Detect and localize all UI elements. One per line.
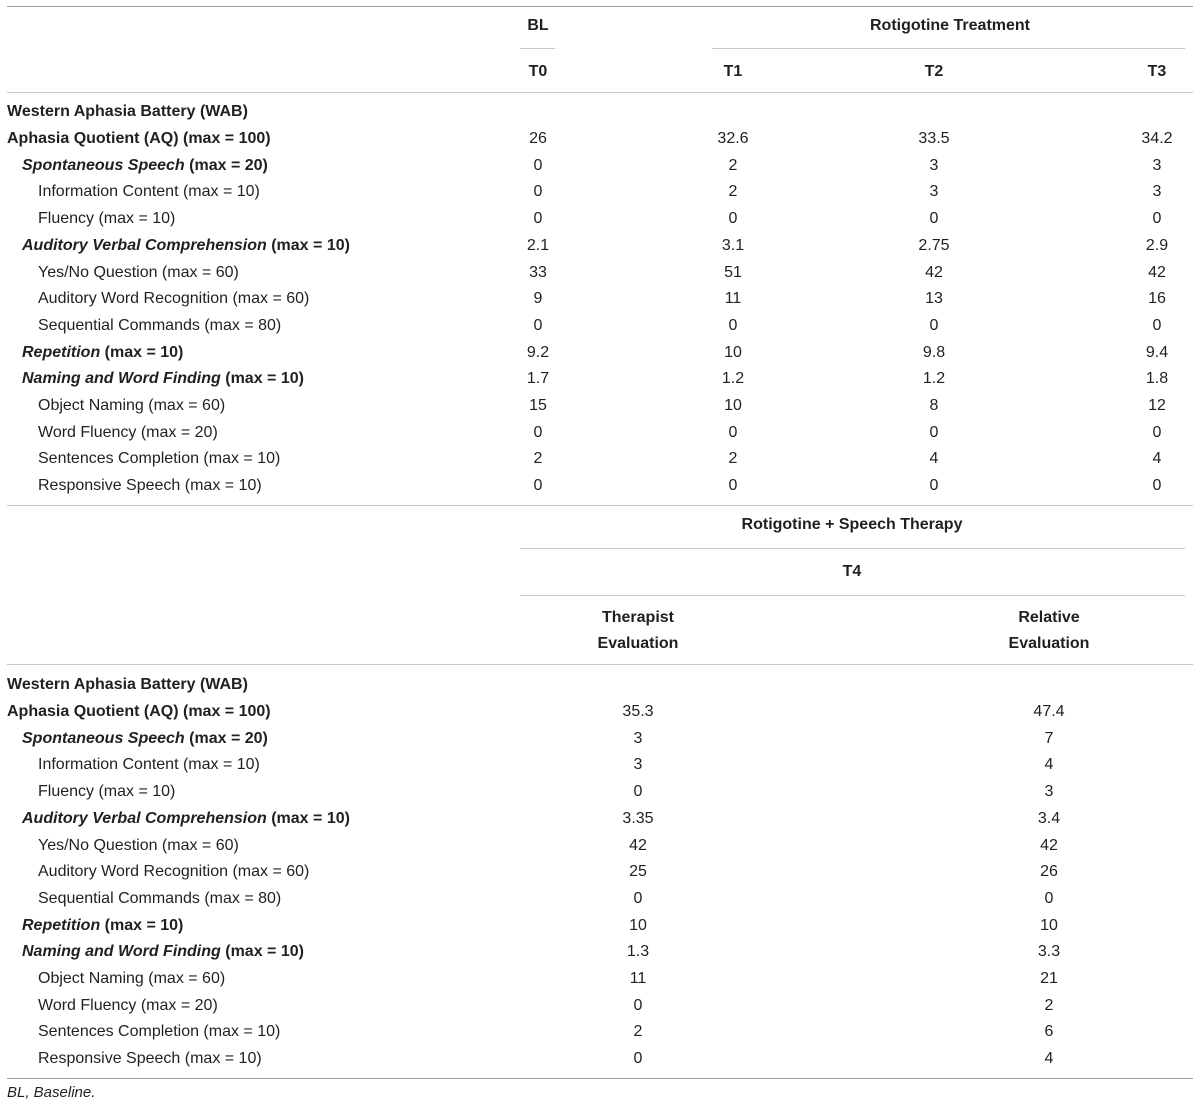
table-cell: 9.4 (1145, 343, 1169, 361)
row-label: Yes/No Question (max = 60) (38, 836, 239, 854)
row-label: Sentences Completion (max = 10) (38, 1023, 281, 1041)
table-cell: 1.2 (922, 370, 946, 388)
table-cell: 2 (533, 450, 543, 468)
table-cell: 0 (533, 183, 543, 201)
table-cell: 16 (1148, 290, 1166, 308)
part2-top-rule (7, 505, 1193, 506)
table-cell: 2 (1044, 996, 1054, 1014)
header-relative-evaluation-line1: Relative (1018, 609, 1080, 626)
table-cell: 26 (529, 130, 547, 147)
row-label (22, 729, 268, 749)
table-cell: 11 (629, 970, 647, 987)
row-label (22, 343, 183, 363)
table-cell: 0 (1044, 889, 1054, 907)
table-cell: 6 (1044, 1023, 1054, 1041)
row-label: Sentences Completion (max = 10) (38, 450, 281, 468)
header-relative-evaluation-line2: Evaluation (1008, 635, 1090, 652)
table-cell: 3 (633, 756, 643, 774)
table-cell: 3.4 (1037, 809, 1061, 827)
row-label-max: (max = 10) (220, 370, 304, 388)
row-label-italic: Spontaneous Speech (22, 156, 185, 174)
top-rule (7, 6, 1193, 7)
table-cell: 0 (533, 156, 543, 174)
row-label-max: (max = 10) (266, 809, 350, 827)
row-label (22, 916, 183, 936)
row-label: Object Naming (max = 60) (38, 970, 226, 987)
header-t4: T4 (842, 563, 862, 580)
table-cell: 1.7 (526, 370, 550, 388)
table-cell: 10 (724, 397, 742, 414)
table-cell: 4 (1152, 450, 1162, 468)
row-label-italic: Repetition (22, 343, 101, 361)
table-cell: 2 (633, 1023, 643, 1041)
table-cell: 3 (1044, 783, 1054, 801)
table-cell: 42 (1148, 263, 1166, 281)
header-t2: T2 (924, 63, 944, 80)
row-label: Fluency (max = 10) (38, 783, 176, 801)
row-label (22, 369, 304, 389)
table-cell: 33 (529, 263, 547, 281)
row-label-max: (max = 20) (184, 156, 268, 174)
row-label: Word Fluency (max = 20) (38, 423, 218, 441)
bl-underline (520, 48, 555, 49)
table-cell: 25 (629, 863, 647, 881)
table-cell: 3 (929, 183, 939, 201)
table-cell: 0 (1152, 477, 1162, 495)
row-label: Word Fluency (max = 20) (38, 996, 218, 1014)
table-cell: 0 (1152, 316, 1162, 334)
row-label: Aphasia Quotient (AQ) (max = 100) (7, 703, 271, 720)
table-cell: 0 (533, 477, 543, 495)
section-title: Western Aphasia Battery (WAB) (7, 103, 248, 120)
table-cell: 33.5 (918, 130, 950, 147)
table-cell: 3.35 (622, 809, 654, 827)
table-cell: 42 (1040, 836, 1058, 854)
row-label-max: (max = 10) (266, 236, 350, 254)
table-cell: 4 (929, 450, 939, 468)
row-label: Yes/No Question (max = 60) (38, 263, 239, 281)
table-cell: 10 (1040, 916, 1058, 934)
table-cell: 13 (925, 290, 943, 308)
table-cell: 9.8 (922, 343, 946, 361)
row-label: Sequential Commands (max = 80) (38, 889, 282, 907)
table-cell: 2.1 (526, 236, 550, 254)
row-label: Information Content (max = 10) (38, 756, 260, 774)
row-label: Auditory Word Recognition (max = 60) (38, 863, 310, 881)
table-cell: 34.2 (1141, 130, 1173, 147)
table-cell: 3.3 (1037, 943, 1061, 961)
row-label (22, 942, 304, 962)
table-cell: 0 (728, 316, 738, 334)
table-cell: 0 (533, 423, 543, 441)
row-label: Fluency (max = 10) (38, 210, 176, 228)
row-label (22, 809, 350, 829)
row-label: Sequential Commands (max = 80) (38, 316, 282, 334)
row-label: Object Naming (max = 60) (38, 397, 226, 414)
table-cell: 1.3 (626, 943, 650, 961)
table-cell: 10 (629, 916, 647, 934)
group-underline (520, 548, 1185, 549)
row-label: Information Content (max = 10) (38, 183, 260, 201)
row-label-italic: Repetition (22, 916, 101, 934)
table-cell: 21 (1040, 970, 1058, 987)
row-label-italic: Auditory Verbal Comprehension (22, 809, 267, 827)
table-cell: 2.9 (1145, 236, 1169, 254)
table-cell: 0 (633, 1050, 643, 1068)
table-cell: 11 (724, 290, 742, 308)
bottom-rule (7, 1078, 1193, 1079)
table-cell: 32.6 (717, 130, 749, 147)
table-cell: 4 (1044, 1050, 1054, 1068)
table-cell: 1.8 (1145, 370, 1169, 388)
row-label: Auditory Word Recognition (max = 60) (38, 290, 310, 308)
header-rotigotine-treatment: Rotigotine Treatment (869, 17, 1030, 34)
table-cell: 35.3 (622, 703, 654, 720)
table-cell: 0 (929, 316, 939, 334)
table-cell: 3 (633, 729, 643, 747)
table-cell: 8 (929, 397, 939, 414)
table-cell: 0 (533, 316, 543, 334)
table-cell: 0 (633, 996, 643, 1014)
table-cell: 1.2 (721, 370, 745, 388)
table-cell: 26 (1040, 863, 1058, 881)
row-label-italic: Spontaneous Speech (22, 729, 185, 747)
table-cell: 0 (533, 210, 543, 228)
table-cell: 0 (728, 477, 738, 495)
table-cell: 3 (1152, 183, 1162, 201)
table-cell: 0 (728, 423, 738, 441)
row-label-max: (max = 10) (220, 943, 304, 961)
table-cell: 3 (1152, 156, 1162, 174)
row-label-max: (max = 10) (100, 343, 184, 361)
table-cell: 0 (633, 783, 643, 801)
row-label (22, 156, 268, 176)
part2-header-bottom-rule (7, 664, 1193, 665)
table-cell: 42 (629, 836, 647, 854)
table-cell: 2.75 (918, 236, 950, 254)
row-label-max: (max = 10) (100, 916, 184, 934)
treatment-underline (712, 48, 1185, 49)
header-therapist-evaluation-line2: Evaluation (597, 635, 679, 652)
table-cell: 42 (925, 263, 943, 281)
table-cell: 0 (633, 889, 643, 907)
footnote: BL, Baseline. (7, 1084, 96, 1101)
header-rotigotine-speech-therapy: Rotigotine + Speech Therapy (741, 516, 963, 533)
table-cell: 0 (929, 210, 939, 228)
header-t3: T3 (1147, 63, 1167, 80)
table-cell: 15 (529, 397, 547, 414)
section-title: Western Aphasia Battery (WAB) (7, 676, 248, 693)
header-t1: T1 (723, 63, 743, 80)
row-label: Responsive Speech (max = 10) (38, 1050, 262, 1068)
row-label-italic: Auditory Verbal Comprehension (22, 236, 267, 254)
row-label-italic: Naming and Word Finding (22, 370, 221, 388)
t4-underline (520, 595, 1185, 596)
table-cell: 9.2 (526, 343, 550, 361)
table-cell: 0 (1152, 210, 1162, 228)
row-label (22, 236, 350, 256)
header-bl: BL (527, 17, 549, 34)
table-cell: 3 (929, 156, 939, 174)
table-cell: 0 (1152, 423, 1162, 441)
header-therapist-evaluation-line1: Therapist (601, 609, 674, 626)
table-cell: 0 (728, 210, 738, 228)
table-cell: 12 (1148, 397, 1166, 414)
table-cell: 7 (1044, 729, 1054, 747)
table-cell: 9 (533, 290, 543, 308)
table-cell: 2 (728, 183, 738, 201)
table-cell: 10 (724, 343, 742, 361)
header-t0: T0 (528, 63, 548, 80)
table-cell: 4 (1044, 756, 1054, 774)
row-label: Aphasia Quotient (AQ) (max = 100) (7, 130, 271, 147)
row-label-italic: Naming and Word Finding (22, 943, 221, 961)
table-cell: 47.4 (1033, 703, 1065, 720)
table-cell: 0 (929, 423, 939, 441)
row-label-max: (max = 20) (184, 729, 268, 747)
table-cell: 2 (728, 450, 738, 468)
table-cell: 51 (724, 263, 742, 281)
table-cell: 0 (929, 477, 939, 495)
table-cell: 3.1 (721, 236, 745, 254)
table-cell: 2 (728, 156, 738, 174)
row-label: Responsive Speech (max = 10) (38, 477, 262, 495)
header-bottom-rule (7, 92, 1193, 93)
